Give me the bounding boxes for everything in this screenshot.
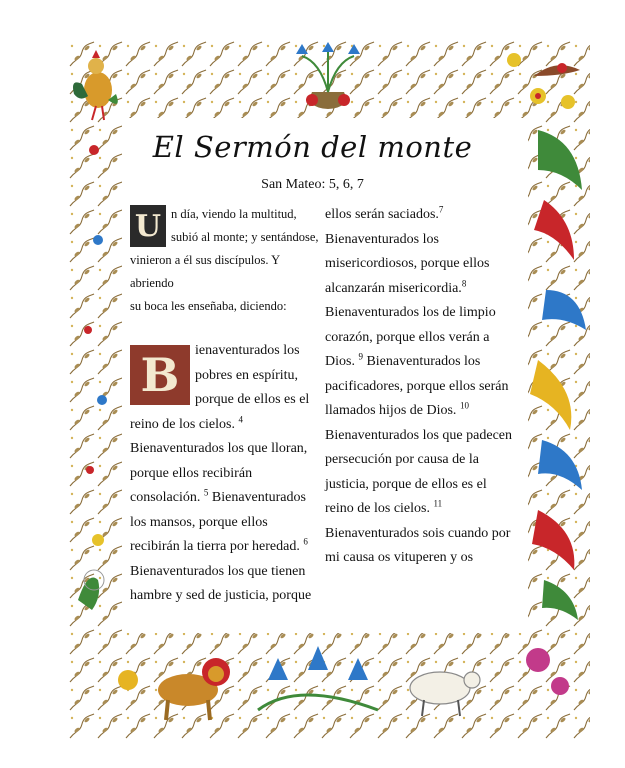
intro-line: vinieron a él sus discípulos. Y abriendo xyxy=(130,253,280,290)
text-line: Bienaventurados los que tienen xyxy=(130,563,306,579)
text-line: recibirán la tierra por heredad. xyxy=(130,539,304,554)
text-line: alcanzarán misericordia. xyxy=(325,280,462,296)
text-line: ienaventurados los xyxy=(195,343,300,358)
text-line: Bienaventurados los de limpio xyxy=(325,305,496,320)
text-line: hambre y sed de justicia, porque xyxy=(130,588,312,603)
text-line: ellos serán saciados. xyxy=(325,207,439,222)
text-line: Bienaventurados sois cuando por xyxy=(325,525,511,541)
text-line: reino de los cielos. xyxy=(325,501,434,516)
text-line: los mansos, porque ellos xyxy=(130,514,268,530)
text-line: reino de los cielos. xyxy=(130,416,239,432)
verse-number: 9 xyxy=(358,351,363,362)
intro-line: subió al monte; y sentándose, xyxy=(171,230,319,244)
text-line: consolación. xyxy=(130,490,204,505)
left-column xyxy=(130,203,320,609)
page-title: El Sermón del monte xyxy=(152,130,473,164)
text-line: porque ellos recibirán xyxy=(130,465,253,481)
verse-number: 6 xyxy=(303,536,308,547)
text-line: justicia, porque de ellos es el xyxy=(325,476,487,492)
beatitudes-continued xyxy=(325,203,525,571)
text-line: Bienaventurados xyxy=(211,490,306,505)
intro-paragraph xyxy=(130,203,320,318)
verse-number: 11 xyxy=(433,498,443,509)
verse-number: 10 xyxy=(459,400,469,411)
text-line: misericordiosos, porque ellos xyxy=(325,256,490,271)
dropcap-b: B xyxy=(130,345,190,405)
text-line: Bienaventurados los xyxy=(366,354,481,369)
dropcap-u: U xyxy=(130,205,166,247)
verse-number: 8 xyxy=(461,277,467,288)
text-line: Bienaventurados los que padecen xyxy=(325,427,512,443)
verse-number: 7 xyxy=(438,204,444,215)
beatitudes-paragraph xyxy=(130,339,320,609)
verse-number: 5 xyxy=(203,487,209,498)
intro-line: n día, viendo la multitud, xyxy=(171,207,297,221)
text-line: pacificadores, porque ellos serán xyxy=(325,378,509,394)
text-line: pobres en espíritu, xyxy=(195,367,299,383)
verse-number: 4 xyxy=(238,413,243,424)
text-line: Dios. xyxy=(325,354,359,369)
text-line: porque de ellos es el xyxy=(195,392,310,407)
text-line: Bienaventurados los xyxy=(325,231,439,247)
scripture-reference: San Mateo: 5, 6, 7 xyxy=(261,177,364,192)
text-line: mi causa os vituperen y os xyxy=(325,550,474,565)
right-column xyxy=(325,203,525,571)
text-line: persecución por causa de la xyxy=(325,452,479,467)
intro-line: su boca les enseñaba, diciendo: xyxy=(130,299,287,313)
text-line: Bienaventurados los que lloran, xyxy=(130,441,308,456)
text-line: corazón, porque ellos verán a xyxy=(325,329,490,345)
text-line: llamados hijos de Dios. xyxy=(325,403,460,418)
